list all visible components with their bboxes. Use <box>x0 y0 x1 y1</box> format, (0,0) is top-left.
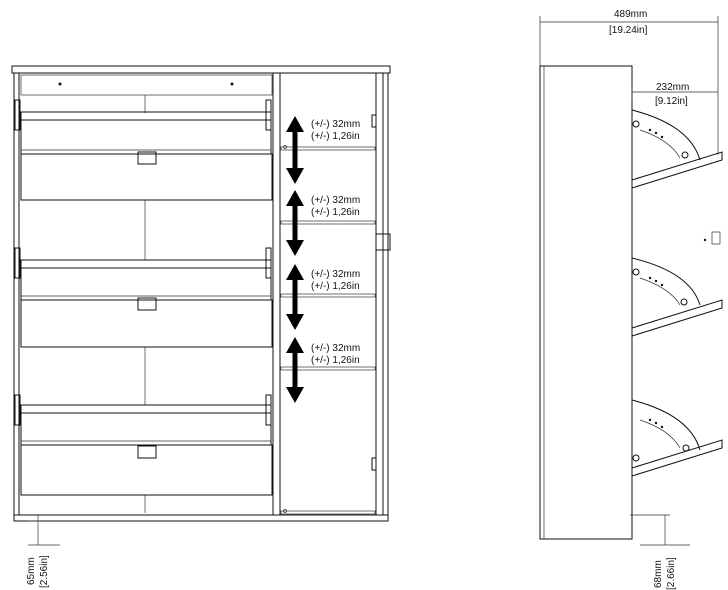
adjust-label-3-mm: (+/-) 32mm <box>311 269 361 280</box>
adjust-label-4-in: (+/-) 1,26in <box>311 355 360 366</box>
base-plinth <box>14 515 388 521</box>
front-leg-dimension <box>26 515 60 588</box>
side-body <box>540 66 632 539</box>
side-flap-depth-in: [9.12in] <box>655 96 688 107</box>
side-leg-height-in: [2.66in] <box>666 557 677 590</box>
front-leg-height-in: [2.56in] <box>39 555 50 588</box>
adjust-arrow-2 <box>286 190 304 256</box>
side-leg-height-mm: 68mm <box>653 560 664 588</box>
side-leg-dimension <box>630 515 690 590</box>
side-knob <box>712 232 720 244</box>
side-flap-3 <box>632 400 722 476</box>
front-view <box>12 66 390 588</box>
shoe-flap-3 <box>15 395 272 495</box>
shoe-flap-2 <box>15 248 272 347</box>
adjust-label-1-in: (+/-) 1,26in <box>311 131 360 142</box>
adjust-label-2-in: (+/-) 1,26in <box>311 207 360 218</box>
top-compartment <box>21 75 272 95</box>
adjust-label-1-mm: (+/-) 32mm <box>311 119 361 130</box>
side-depth-in: [19.24in] <box>609 25 648 36</box>
hinge-bottom <box>372 458 376 470</box>
side-flap-2 <box>632 258 722 336</box>
front-leg-height-mm: 65mm <box>26 557 37 585</box>
shoe-flap-1 <box>15 100 272 200</box>
adjust-label-3-in: (+/-) 1,26in <box>311 281 360 292</box>
side-flap-1 <box>632 110 722 188</box>
side-depth-mm: 489mm <box>614 9 648 20</box>
adjust-label-4-mm: (+/-) 32mm <box>311 343 361 354</box>
top-plate <box>12 66 390 73</box>
side-view <box>540 9 722 590</box>
hinge-top <box>372 115 376 127</box>
adjust-label-2-mm: (+/-) 32mm <box>311 195 361 206</box>
side-flap-depth-mm: 232mm <box>656 82 690 93</box>
